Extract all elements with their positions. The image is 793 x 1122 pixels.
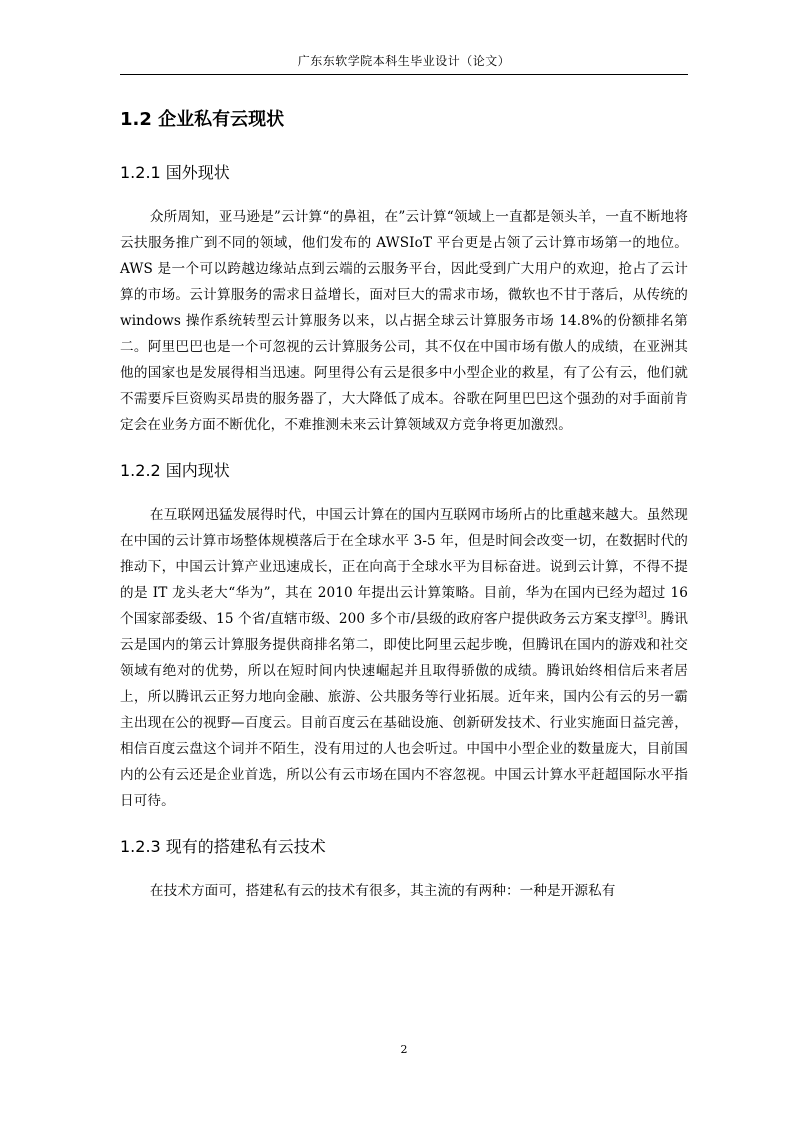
- paragraph-private-cloud-tech: 在技术方面可，搭建私有云的技术有很多，其主流的有两种：一种是开源私有: [149, 883, 616, 899]
- subsection-heading-domestic: 1.2.2 国内现状: [120, 461, 230, 480]
- paragraph-domestic-part-1: 在互联网迅猛发展得时代，中国云计算在的国内互联网市场所占的比重越来越大。虽然现在中国的云计算市场整体规模落后于在全球水平 3-5 年，但是时间会改变一切，在数据时代的推动下，中国云计算产业迅速成长，正在向高于全球水平为目标奋进。说到云计算，不得不提的是 IT 龙头老大“华为”，其在 2010 年提出云计算策略。目前，华为在国内已经为超过 16 个国家部委级、15 个省/直辖市级、200 多个市/县级的政府客户提供政务云方案支撑: [120, 507, 688, 627]
- running-header: 广东东软学院本科生毕业设计（论文）: [297, 54, 511, 68]
- page-body: [120, 100, 688, 904]
- citation-ref: [3]: [635, 610, 647, 620]
- paragraph-domestic-status: [120, 502, 688, 814]
- subsection-heading-private-cloud-tech: 1.2.3 现有的搭建私有云技术: [120, 837, 326, 856]
- header-rule: [120, 74, 688, 75]
- subsection-heading-foreign: 1.2.1 国外现状: [120, 163, 230, 182]
- paragraph-foreign-status: 众所周知，亚马逊是”云计算“的鼻祖，在”云计算“领域上一直都是领头羊，一直不断地将云扶服务推广到不同的领域，他们发布的 AWSIoT 平台更是占领了云计算市场第一的地位。AWS 是一个可以跨越边缘站点到云端的云服务平台，因此受到广大用户的欢迎，抢占了云计算的市场。云计算服务的需求日益增长，面对巨大的需求市场，微软也不甘于落后，从传统的 windows 操作系统转型云计算服务以来，以占据全球云计算服务市场 14.8%的份额排名第二。阿里巴巴也是一个可忽视的云计算服务公司，其不仅在中国市场有傲人的成绩，在亚洲其他的国家也是发展得相当迅速。阿里得公有云是很多中小型企业的救星，有了公有云，他们就不需要斥巨资购买昂贵的服务器了，大大降低了成本。谷歌在阿里巴巴这个强劲的对手面前肯定会在业务方面不断优化，不难推测未来云计算领域双方竞争将更加激烈。: [120, 209, 688, 433]
- paragraph-domestic-part-2: 。腾讯云是国内的第云计算服务提供商排名第二，即使比阿里云起步晚，但腾讯在国内的游戏和社交领域有绝对的优势，所以在短时间内快速崛起并且取得骄傲的成绩。腾讯始终相信后来者居上，所以腾讯云正努力地向金融、旅游、公共服务等行业拓展。近年来，国内公有云的另一霸主出现在公的视野—百度云。目前百度云在基础设施、创新研发技术、行业实施面日益完善，相信百度云盘这个词并不陌生，没有用过的人也会听过。中国中小型企业的数量庞大，目前国内的公有云还是企业首选，所以公有云市场在国内不容忽视。中国云计算水平赶超国际水平指日可待。: [120, 611, 688, 809]
- section-heading: 1.2 企业私有云现状: [120, 109, 285, 130]
- page-number: 2: [400, 1043, 408, 1056]
